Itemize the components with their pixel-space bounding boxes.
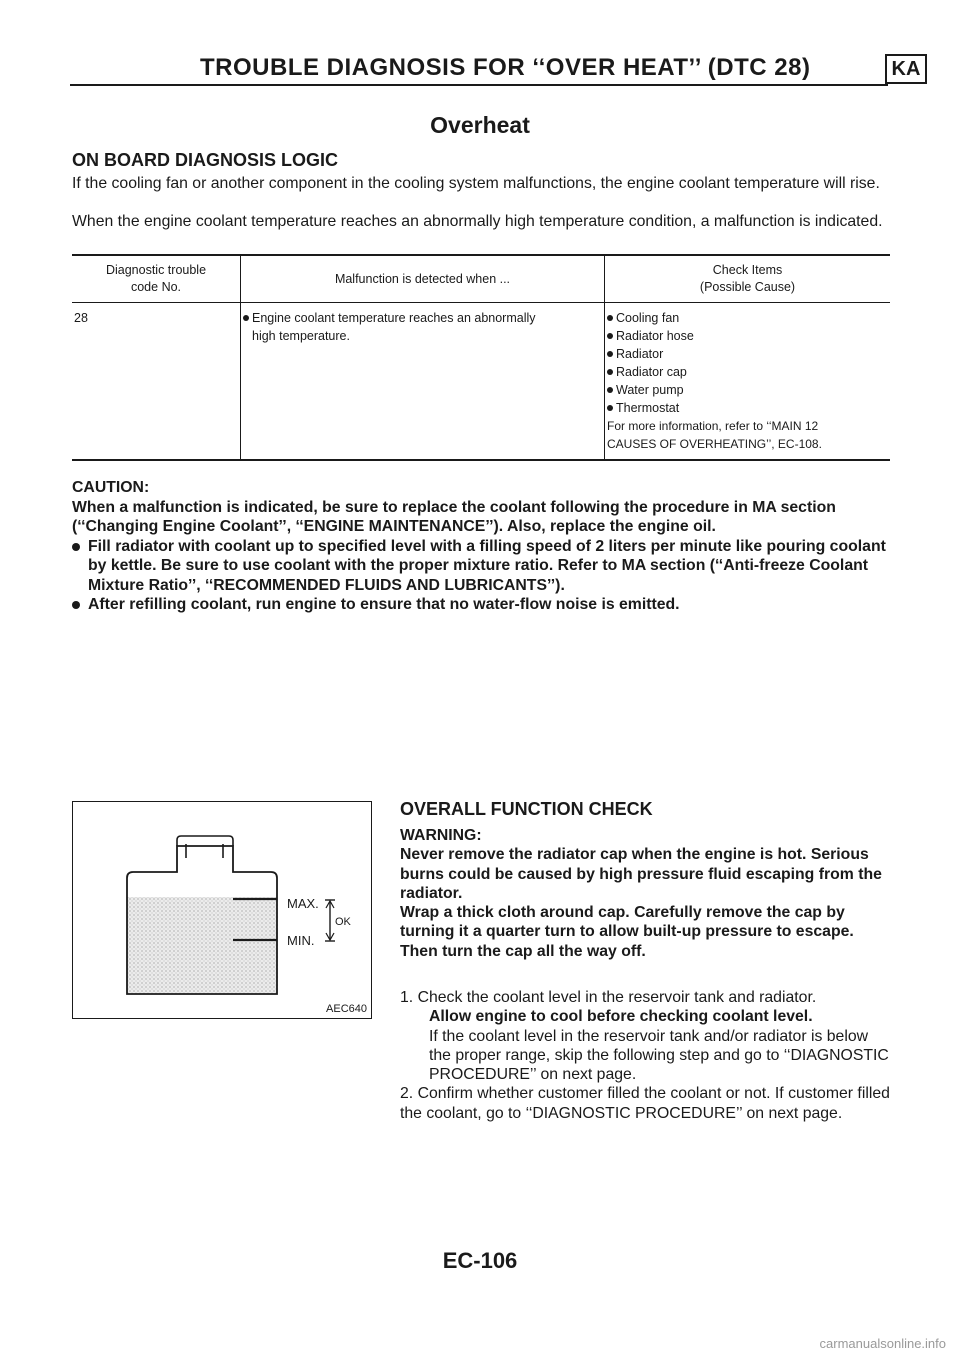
reference-note-line2: CAUSES OF OVERHEATING’’, EC-108.: [607, 437, 822, 451]
table-row: [72, 303, 890, 461]
bullet-icon: [607, 405, 613, 411]
check-item: Radiator cap: [616, 365, 687, 379]
bullet-icon: [72, 543, 80, 551]
header-dtc-code-line2: code No.: [130, 280, 182, 294]
dtc-table-header-row: [72, 255, 890, 303]
list-item: [72, 537, 894, 596]
caution-text: When a malfunction is indicated, be sure to replace the coolant following the procedure in MA section (‘‘Changing Engine Coolant’’, ‘‘ENGINE MAINTENANCE’’). Also, replace the engine oil.: [72, 498, 836, 535]
bullet-icon: [607, 351, 613, 357]
engine-badge: KA: [885, 54, 927, 84]
check-item: Radiator: [616, 347, 664, 361]
bullet-icon: [607, 333, 613, 339]
list-item: 2. Confirm whether customer filled the coolant or not. If customer filled the coolant, go to ‘‘DIAGNOSTIC PROCEDURE’’ on next page.: [400, 1085, 890, 1122]
caution-block: [72, 478, 894, 615]
header-rule: [70, 84, 888, 86]
step1-detail: If the coolant level in the reservoir tank and/or radiator is below the proper range, skip the following step and go to ‘‘DIAGNOSTIC PROCEDURE’’ on next page.: [429, 1027, 889, 1084]
header-check-items: [605, 255, 891, 303]
bullet-icon: [243, 315, 249, 321]
caution-bullet-2: After refilling coolant, run engine to ensure that no water-flow noise is emitted.: [88, 596, 680, 613]
header-dtc-code-line1: Diagnostic trouble: [105, 263, 207, 277]
watermark: carmanualsonline.info: [819, 1336, 946, 1351]
bullet-icon: [72, 601, 80, 609]
caution-bullet-1: Fill radiator with coolant up to specified level with a filling speed of 2 liters per minute like pouring coolant by kettle. Be sure to use coolant with the proper mixture ratio. Refer to MA section (‘‘Anti-freeze Coolant Mixture Ratio’’, ‘‘RECOMMENDED FLUIDS AND LUBRICANTS’’).: [88, 537, 886, 594]
page-title: Overheat: [430, 112, 530, 138]
warning-text-2: Wrap a thick cloth around cap. Carefully remove the cap by turning it a quarter turn to allow built-up pressure to escape. Then turn the cap all the way off.: [400, 904, 854, 960]
header-dtc-code: [72, 255, 241, 303]
dtc-table: [72, 254, 890, 461]
reservoir-tank-figure: [72, 801, 372, 1019]
step1-caution: Allow engine to cool before checking coolant level.: [429, 1008, 813, 1026]
header-check-items-line2: (Possible Cause): [699, 280, 796, 294]
reservoir-tank-illustration: [73, 802, 371, 1018]
malfunction-line1: Engine coolant temperature reaches an abnormally: [252, 311, 536, 325]
section-heading-function-check: OVERALL FUNCTION CHECK: [400, 799, 653, 819]
malfunction-line2: high temperature.: [252, 329, 350, 343]
header-malfunction: Malfunction is detected when ...: [241, 255, 605, 303]
header-title: TROUBLE DIAGNOSIS FOR ‘‘OVER HEAT’’ (DTC 28): [200, 54, 811, 81]
check-item: Radiator hose: [616, 329, 694, 343]
list-item: 1. Check the coolant level in the reservoir tank and radiator.: [400, 989, 817, 1006]
check-item: Water pump: [616, 383, 684, 397]
bullet-icon: [607, 315, 613, 321]
header-check-items-line1: Check Items: [712, 263, 783, 277]
bullet-icon: [607, 387, 613, 393]
page-number: EC-106: [442, 1248, 518, 1273]
section-heading-diagnosis-logic: ON BOARD DIAGNOSIS LOGIC: [72, 150, 339, 170]
ok-range-label: OK: [335, 916, 351, 928]
check-items-cell: [605, 303, 891, 461]
coolant-fill: [127, 897, 277, 994]
dtc-code-cell: 28: [72, 303, 241, 461]
page-header: [70, 52, 920, 88]
warning-block: [400, 826, 894, 961]
check-item: Cooling fan: [616, 311, 680, 325]
malfunction-cell: [241, 303, 605, 461]
warning-text-1: Never remove the radiator cap when the engine is hot. Serious burns could be caused by high pressure fluid escaping from the radiator.: [400, 846, 882, 902]
check-item: Thermostat: [616, 401, 680, 415]
function-check-steps: [400, 988, 894, 1123]
figure-code: AEC640: [326, 1003, 367, 1015]
max-label: MAX.: [287, 896, 319, 911]
min-label: MIN.: [287, 933, 315, 948]
warning-label: WARNING:: [400, 827, 482, 844]
reference-note-line1: For more information, refer to ‘‘MAIN 12: [607, 419, 819, 433]
logic-paragraph-2: When the engine coolant temperature reaches an abnormally high temperature condition, a malfunction is indicated.: [72, 213, 883, 230]
bullet-icon: [607, 369, 613, 375]
logic-paragraph-1: If the cooling fan or another component in the cooling system malfunctions, the engine coolant temperature will rise.: [72, 175, 880, 192]
list-item: [72, 595, 894, 615]
caution-label: CAUTION:: [72, 479, 150, 496]
